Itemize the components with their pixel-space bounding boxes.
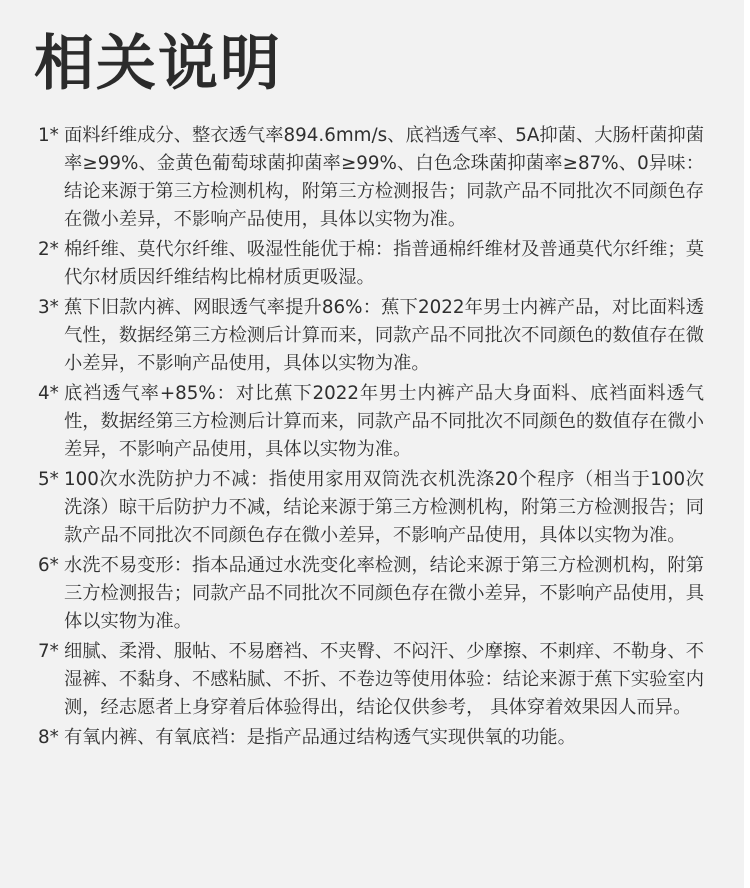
- note-item-4: [38, 380, 704, 464]
- note-number: 4*: [38, 383, 59, 404]
- note-text: 蕉下旧款内裤、网眼透气率提升86%：蕉下2022年男士内裤产品，对比面料透气性，数据经第三方检测后计算而来，同款产品不同批次不同颜色的数值存在微小差异，不影响产品使用，具体以实物为准。: [64, 297, 704, 374]
- note-text: 棉纤维、莫代尔纤维、吸湿性能优于棉：指普通棉纤维材及普通莫代尔纤维；莫代尔材质因纤维结构比棉材质更吸湿。: [64, 239, 704, 288]
- note-text: 细腻、柔滑、服帖、不易磨裆、不夹臀、不闷汗、少摩擦、不刺痒、不勒身、不湿裤、不黏身、不感粘腻、不折、不卷边等使用体验：结论来源于蕉下实验室内测，经志愿者上身穿着后体验得出，结论仅供参考， 具体穿着效果因人而异。: [64, 641, 704, 718]
- note-text: 100次水洗防护力不减：指使用家用双筒洗衣机洗涤20个程序（相当于100次洗涤）晾干后防护力不减，结论来源于第三方检测机构，附第三方检测报告；同款产品不同批次不同颜色存在微小差异，不影响产品使用，具体以实物为准。: [64, 469, 704, 546]
- note-number: 1*: [38, 125, 59, 146]
- note-number: 5*: [38, 469, 59, 490]
- note-number: 3*: [38, 297, 59, 318]
- note-item-5: [38, 466, 704, 550]
- note-text: 底裆透气率+85%：对比蕉下2022年男士内裤产品大身面料、底裆面料透气性，数据经第三方检测后计算而来，同款产品不同批次不同颜色的数值存在微小差异，不影响产品使用，具体以实物为准。: [64, 383, 704, 460]
- notes-list: [38, 122, 704, 754]
- note-item-2: [38, 236, 704, 292]
- note-text: 有氧内裤、有氧底裆：是指产品通过结构透气实现供氧的功能。: [64, 727, 576, 748]
- note-item-3: [38, 294, 704, 378]
- note-text: 水洗不易变形：指本品通过水洗变化率检测，结论来源于第三方检测机构，附第三方检测报告；同款产品不同批次不同颜色存在微小差异，不影响产品使用，具体以实物为准。: [64, 555, 704, 632]
- note-item-7: [38, 638, 704, 722]
- note-item-6: [38, 552, 704, 636]
- note-item-1: [38, 122, 704, 234]
- page-title: 相关说明: [34, 29, 282, 99]
- note-number: 6*: [38, 555, 59, 576]
- note-number: 8*: [38, 727, 59, 748]
- note-item-8: [38, 724, 704, 752]
- note-number: 7*: [38, 641, 59, 662]
- note-number: 2*: [38, 239, 59, 260]
- note-text: 面料纤维成分、整衣透气率894.6mm/s、底裆透气率、5A抑菌、大肠杆菌抑菌率≥99%、金黄色葡萄球菌抑菌率≥99%、白色念珠菌抑菌率≥87%、0异味：结论来源于第三方检测机构，附第三方检测报告；同款产品不同批次不同颜色存在微小差异，不影响产品使用，具体以实物为准。: [64, 125, 704, 230]
